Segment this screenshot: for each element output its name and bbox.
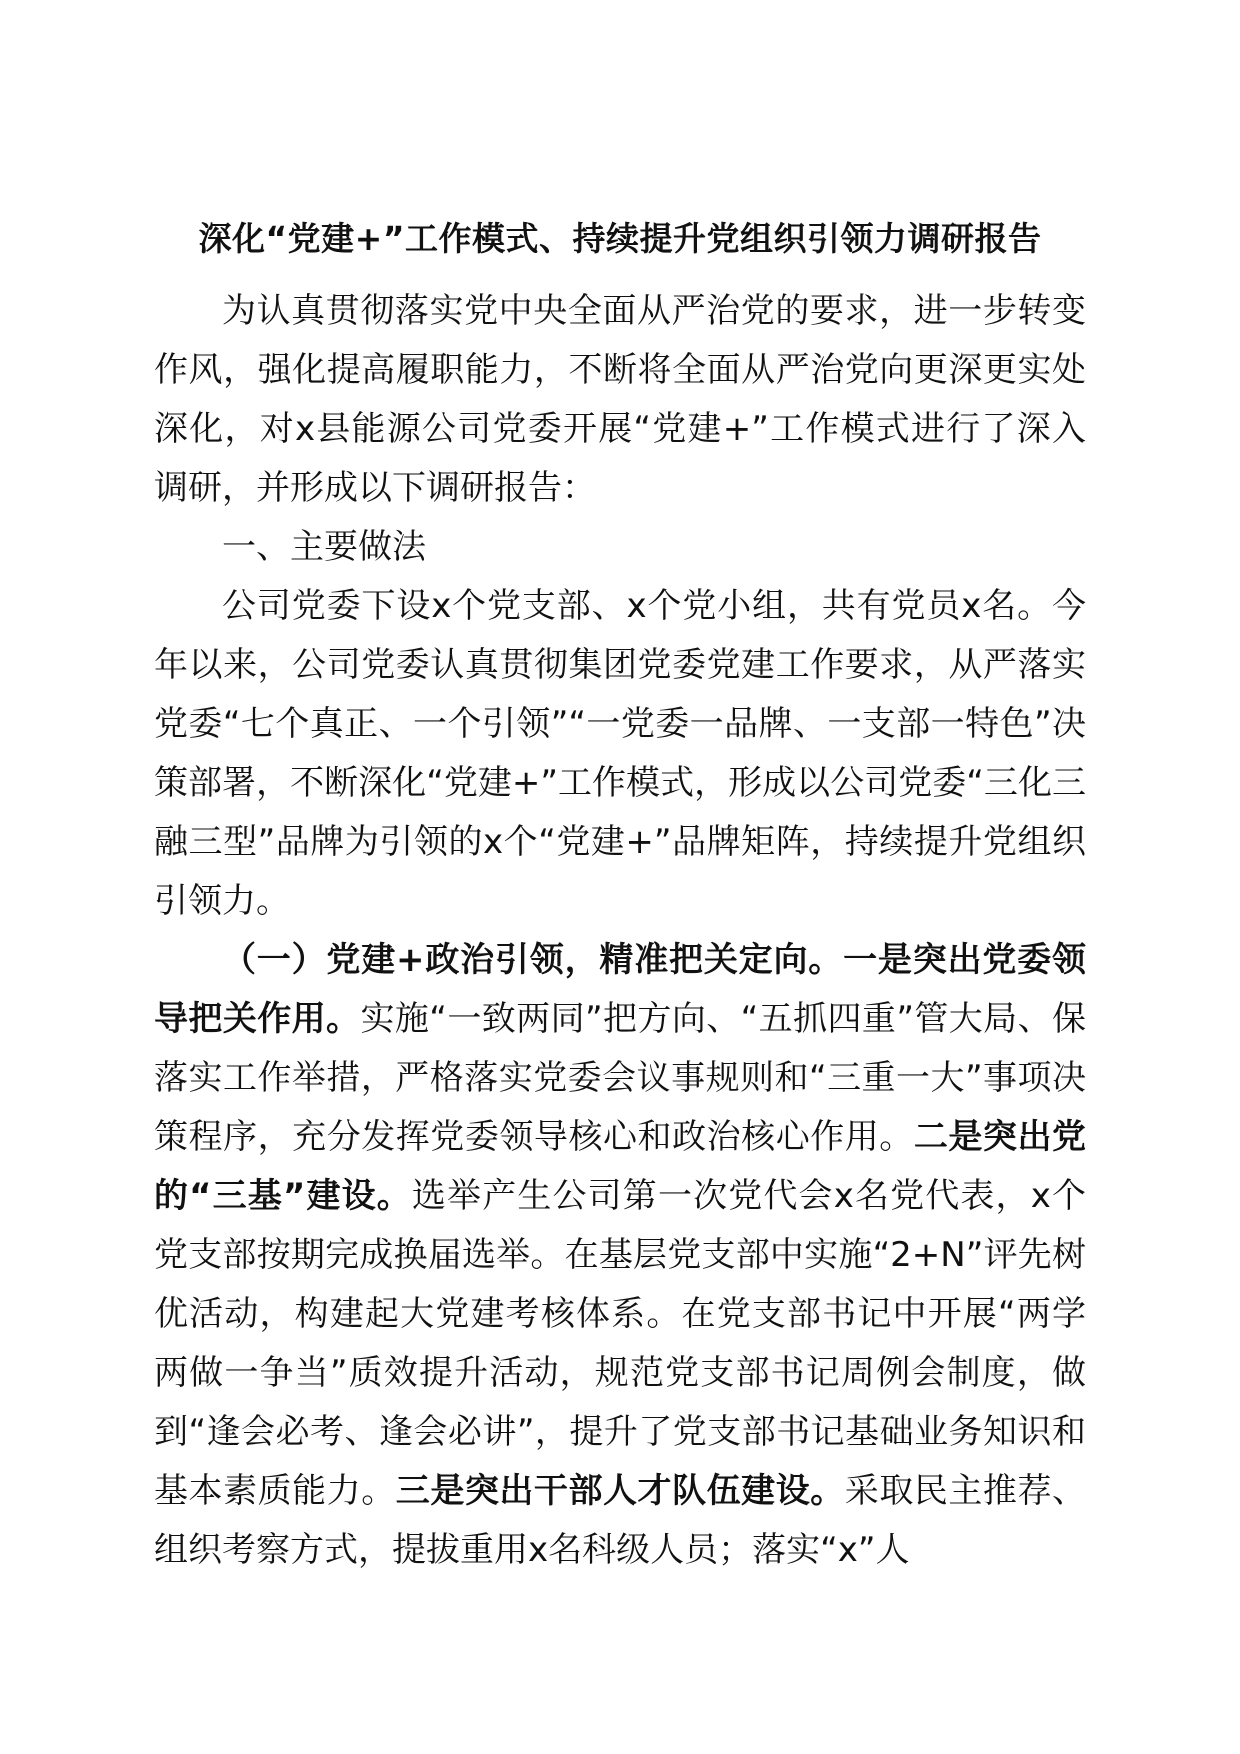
document-title: 深化“党建+”工作模式、持续提升党组织引领力调研报告 <box>198 219 1042 258</box>
section-heading: 一、主要做法 <box>222 527 426 567</box>
point-2-lead: 二是突出党的“三基”建设。 <box>154 1117 1087 1216</box>
point-3-lead: 三是突出干部人才队伍建设。 <box>395 1471 845 1511</box>
intro-paragraph: 为认真贯彻落实党中央全面从严治党的要求，进一步转变作风，强化提高履职能力，不断将全面从严治党向更深更实处深化，对x县能源公司党委开展“党建+”工作模式进行了深入调研，并形成以下调研报告： <box>154 291 1086 508</box>
section-paragraph: 公司党委下设x个党支部、x个党小组，共有党员x名。今年以来，公司党委认真贯彻集团党委党建工作要求，从严落实党委“七个真正、一个引领”“一党委一品牌、一支部一特色”决策部署，不断深化“党建+”工作模式，形成以公司党委“三化三融三型”品牌为引领的x个“党建+”品牌矩阵，持续提升党组织引领力。 <box>154 586 1086 921</box>
point-3-text: 采取民主推荐、组织考察方式，提拔重用x名科级人员；落实“x”人 <box>154 1471 1087 1570</box>
point-2-text: 选举产生公司第一次党代会x名党代表，x个党支部按期完成换届选举。在基层党支部中实施“2+N”评先树优活动，构建起大党建考核体系。在党支部书记中开展“两学两做一争当”质效提升活动，规范党支部书记周例会制度，做到“逢会必考、逢会必讲”，提升了党支部书记基础业务知识和基本素质能力。 <box>154 1176 1086 1511</box>
subsection-heading: （一）党建+政治引领，精准把关定向。 <box>222 940 844 980</box>
document-body <box>154 282 1086 1580</box>
point-1-text: 实施“一致两同”把方向、“五抓四重”管大局、保落实工作举措，严格落实党委会议事规则和“三重一大”事项决策程序，充分发挥党委领导核心和政治核心作用。 <box>154 999 1087 1157</box>
subsection-paragraph <box>154 931 1086 1580</box>
point-1-lead: 一是突出党委领导把关作用。 <box>154 940 1086 1039</box>
